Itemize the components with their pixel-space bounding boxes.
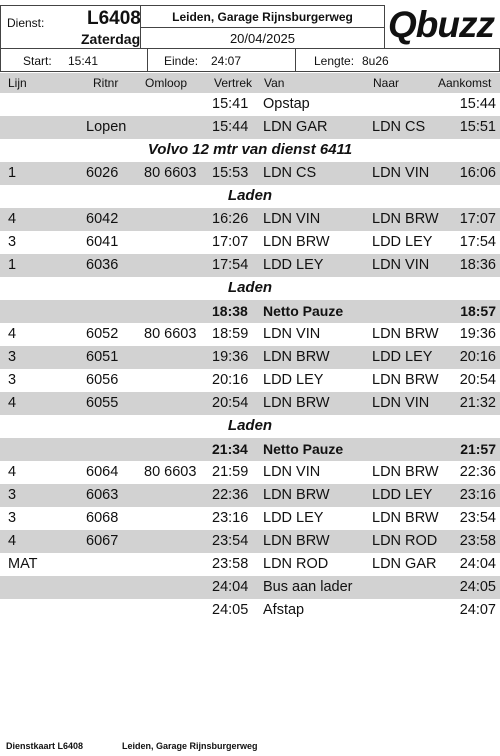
cell-aankomst: 24:07: [459, 602, 496, 618]
cell-van: LDN BRW: [263, 395, 330, 411]
cell-lijn: 1: [8, 165, 17, 181]
section-heading: Volvo 12 mtr van dienst 6411: [147, 141, 353, 158]
lengte-label: Lengte:: [314, 54, 355, 68]
cell-vertrek: 23:58: [212, 556, 249, 572]
footer-locatie: Leiden, Garage Rijnsburgerweg: [122, 741, 258, 751]
cell-vertrek: 18:59: [212, 326, 249, 342]
table-row: [0, 507, 500, 530]
cell-van: LDN VIN: [263, 211, 321, 227]
cell-naar: LDN ROD: [372, 533, 438, 549]
cell-van: LDN VIN: [263, 464, 321, 480]
cell-vertrek: 17:07: [212, 234, 249, 250]
table-row: [0, 392, 500, 415]
cell-ritnr: 6042: [86, 211, 119, 227]
cell-lijn: 4: [8, 533, 17, 549]
locatie-box: [140, 5, 385, 49]
dienst-nummer: L6408: [87, 8, 141, 29]
cell-naar: LDN BRW: [372, 464, 439, 480]
cell-lijn: 4: [8, 326, 17, 342]
cell-ritnr: 6055: [86, 395, 119, 411]
cell-naar: LDN BRW: [372, 326, 439, 342]
section-heading: Laden: [227, 187, 273, 204]
cell-van: Netto Pauze: [263, 441, 344, 457]
cell-aankomst: 18:36: [459, 257, 496, 273]
start-tijd: 15:41: [68, 54, 99, 68]
locatie-text: Leiden, Garage Rijnsburgerweg: [172, 10, 353, 24]
cell-aankomst: 15:51: [459, 119, 496, 135]
cell-naar: LDN VIN: [372, 257, 430, 273]
cell-ritnr: 6056: [86, 372, 119, 388]
cell-naar: LDN BRW: [372, 510, 439, 526]
cell-aankomst: 23:54: [459, 510, 496, 526]
cell-naar: LDN BRW: [372, 372, 439, 388]
cell-naar: LDN VIN: [372, 165, 430, 181]
col-vertrek: Vertrek: [214, 76, 253, 90]
cell-van: LDN BRW: [263, 349, 330, 365]
qbuzz-logo: Qbuzz: [388, 4, 494, 45]
cell-van: LDD LEY: [263, 372, 324, 388]
col-naar: Naar: [373, 76, 400, 90]
section-heading: Laden: [227, 417, 273, 434]
column-header: [0, 73, 500, 93]
cell-lijn: 4: [8, 395, 17, 411]
cell-aankomst: 16:06: [459, 165, 496, 181]
dienst-tijden: [0, 48, 500, 72]
cell-ritnr: 6067: [86, 533, 119, 549]
cell-lijn: MAT: [8, 556, 38, 572]
table-row: [0, 438, 500, 461]
cell-vertrek: 24:04: [212, 579, 249, 595]
table-row: [0, 346, 500, 369]
cell-naar: LDN CS: [372, 119, 426, 135]
lengte-waarde: 8u26: [362, 54, 389, 68]
cell-lijn: 3: [8, 487, 17, 503]
cell-naar: LDD LEY: [372, 487, 433, 503]
table-row: [0, 323, 500, 346]
datum-text: 20/04/2025: [229, 31, 296, 46]
cell-aankomst: 20:16: [459, 349, 496, 365]
cell-aankomst: 17:54: [459, 234, 496, 250]
cell-vertrek: 20:54: [212, 395, 249, 411]
cell-aankomst: 17:07: [459, 211, 496, 227]
cell-lijn: 3: [8, 510, 17, 526]
table-row: [0, 93, 500, 116]
cell-ritnr: 6064: [86, 464, 119, 480]
cell-aankomst: 19:36: [459, 326, 496, 342]
cell-naar: LDN GAR: [372, 556, 437, 572]
cell-van: LDN CS: [263, 165, 317, 181]
rit-tabel: [0, 93, 500, 622]
cell-lijn: 1: [8, 257, 17, 273]
col-ritnr: Ritnr: [93, 76, 119, 90]
cell-van: LDD LEY: [263, 257, 324, 273]
col-van: Van: [264, 76, 285, 90]
cell-van: Afstap: [263, 602, 305, 618]
cell-van: Opstap: [263, 96, 310, 112]
cell-aankomst: 24:04: [459, 556, 496, 572]
cell-vertrek: 15:53: [212, 165, 249, 181]
section-heading: Laden: [227, 279, 273, 296]
table-row: [0, 300, 500, 323]
cell-lijn: 3: [8, 234, 17, 250]
cell-aankomst: 21:57: [460, 441, 496, 457]
table-row: [0, 162, 500, 185]
table-row: [0, 231, 500, 254]
table-row: [0, 576, 500, 599]
cell-ritnr: 6052: [86, 326, 119, 342]
cell-vertrek: 23:54: [212, 533, 249, 549]
table-row: [0, 484, 500, 507]
cell-aankomst: 18:57: [460, 303, 496, 319]
cell-aankomst: 21:32: [459, 395, 496, 411]
divider: [147, 49, 148, 71]
cell-vertrek: 24:05: [212, 602, 249, 618]
cell-lijn: 3: [8, 349, 17, 365]
table-row: [0, 116, 500, 139]
col-lijn: Lijn: [8, 76, 27, 90]
table-row: [0, 599, 500, 622]
cell-omloop: 80 6603: [144, 464, 197, 480]
cell-van: LDN GAR: [263, 119, 328, 135]
cell-vertrek: 21:59: [212, 464, 249, 480]
cell-van: LDN ROD: [263, 556, 329, 572]
table-row: [0, 254, 500, 277]
cell-vertrek: 21:34: [212, 441, 248, 457]
cell-van: LDD LEY: [263, 510, 324, 526]
cell-aankomst: 24:05: [459, 579, 496, 595]
cell-aankomst: 23:16: [459, 487, 496, 503]
cell-naar: LDN VIN: [372, 395, 430, 411]
cell-vertrek: 20:16: [212, 372, 249, 388]
cell-lijn: 4: [8, 464, 17, 480]
cell-aankomst: 15:44: [459, 96, 496, 112]
cell-vertrek: 22:36: [212, 487, 249, 503]
einde-label: Einde:: [164, 54, 199, 68]
table-row: [0, 553, 500, 576]
cell-van: LDN BRW: [263, 533, 330, 549]
cell-omloop: 80 6603: [144, 326, 197, 342]
divider: [295, 49, 296, 71]
cell-aankomst: 20:54: [459, 372, 496, 388]
cell-omloop: 80 6603: [144, 165, 197, 181]
table-row: [0, 369, 500, 392]
cell-vertrek: 15:41: [212, 96, 249, 112]
dienst-label: Dienst:: [7, 16, 45, 30]
cell-lijn: 4: [8, 211, 17, 227]
cell-vertrek: 19:36: [212, 349, 249, 365]
cell-ritnr: Lopen: [86, 119, 127, 135]
dienst-box: [0, 5, 141, 49]
col-aankomst: Aankomst: [438, 76, 492, 90]
cell-vertrek: 15:44: [212, 119, 249, 135]
cell-vertrek: 16:26: [212, 211, 249, 227]
cell-lijn: 3: [8, 372, 17, 388]
cell-van: LDN BRW: [263, 234, 330, 250]
cell-ritnr: 6036: [86, 257, 119, 273]
divider: [141, 27, 384, 28]
cell-van: LDN VIN: [263, 326, 321, 342]
einde-tijd: 24:07: [211, 54, 242, 68]
footer-dienstkaart: Dienstkaart L6408: [6, 741, 84, 751]
cell-ritnr: 6051: [86, 349, 119, 365]
cell-naar: LDD LEY: [372, 234, 433, 250]
cell-vertrek: 23:16: [212, 510, 249, 526]
table-row: [0, 461, 500, 484]
cell-ritnr: 6068: [86, 510, 119, 526]
col-omloop: Omloop: [145, 76, 188, 90]
dienst-dag: Zaterdag: [81, 31, 141, 47]
cell-aankomst: 22:36: [459, 464, 496, 480]
start-label: Start:: [23, 54, 52, 68]
table-row: [0, 530, 500, 553]
cell-vertrek: 18:38: [212, 303, 248, 319]
cell-naar: LDD LEY: [372, 349, 433, 365]
cell-ritnr: 6063: [86, 487, 119, 503]
cell-van: Bus aan lader: [263, 579, 353, 595]
table-row: [0, 208, 500, 231]
cell-vertrek: 17:54: [212, 257, 249, 273]
cell-van: Netto Pauze: [263, 303, 344, 319]
cell-aankomst: 23:58: [459, 533, 496, 549]
cell-naar: LDN BRW: [372, 211, 439, 227]
cell-ritnr: 6026: [86, 165, 119, 181]
cell-van: LDN BRW: [263, 487, 330, 503]
cell-ritnr: 6041: [86, 234, 119, 250]
